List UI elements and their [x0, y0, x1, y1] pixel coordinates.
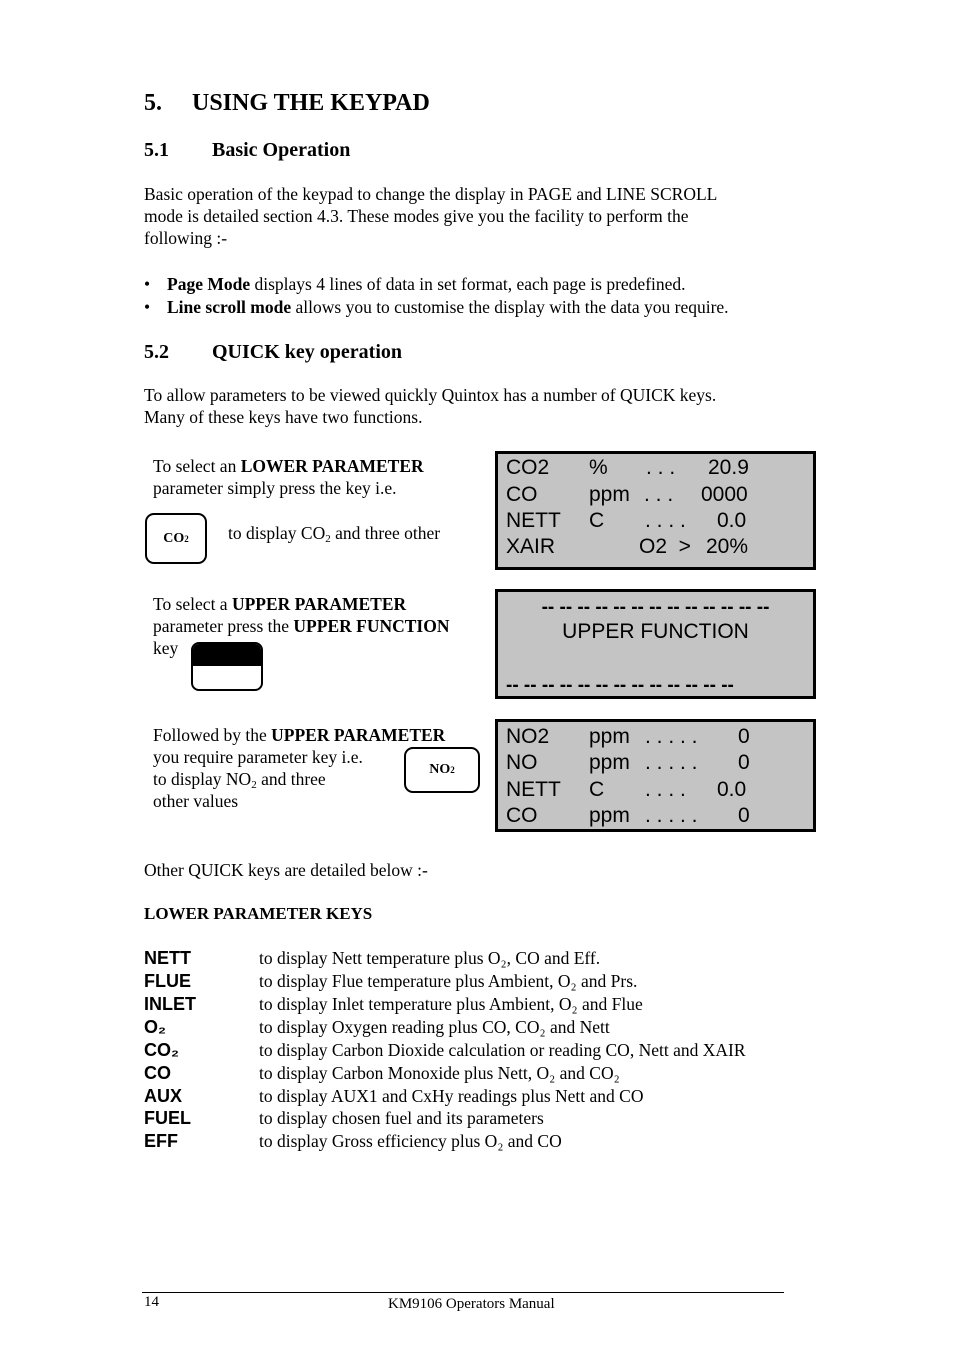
caption-text: and three other	[330, 523, 441, 543]
list-item	[144, 1131, 844, 1154]
step-bold: UPPER PARAMETER	[231, 594, 407, 614]
lcd-dots: . . . .	[645, 509, 686, 532]
lcd-dots: . . .	[646, 456, 676, 479]
section-title: USING THE KEYPAD	[192, 90, 430, 116]
lcd-value: 0	[738, 751, 750, 774]
list-item	[144, 1108, 844, 1131]
key-description: to display Nett temperature plus O₂, CO and Eff.	[259, 948, 601, 968]
lcd-param: CO2	[506, 456, 550, 479]
subsection-number: 5.1	[144, 139, 169, 161]
upper-function-key-fill	[193, 644, 261, 666]
step-line	[153, 593, 493, 615]
list-item	[144, 1017, 844, 1040]
step-bold: LOWER PARAMETER	[240, 456, 424, 476]
key-description: to display Carbon Monoxide plus Nett, O₂ and CO₂	[259, 1063, 620, 1083]
lcd-unit: ppm	[589, 804, 630, 827]
lcd-dashes-top: -- -- -- -- -- -- -- -- -- -- -- -- --	[541, 597, 770, 618]
step-subscript: 2	[251, 779, 257, 791]
paragraph-line: Basic operation of the keypad to change the display in PAGE and LINE SCROLL	[144, 184, 718, 204]
lcd-value: 20.9	[708, 456, 749, 479]
key-label: NO	[429, 762, 451, 777]
paragraph-line: To allow parameters to be viewed quickly Quintox has a number of QUICK keys.	[144, 385, 717, 405]
key-name: NETT	[144, 948, 191, 968]
step-text: and three	[256, 769, 326, 789]
key-description: to display AUX1 and CxHy readings plus Nett and CO	[259, 1086, 644, 1106]
list-item	[144, 273, 844, 296]
key-description: to display chosen fuel and its parameters	[259, 1108, 544, 1128]
step-line: key	[153, 638, 179, 658]
lcd-row	[498, 456, 813, 483]
lcd-dots: . . .	[644, 483, 674, 506]
lcd-display-no2	[495, 719, 816, 832]
step-bold: UPPER FUNCTION	[293, 616, 450, 636]
bullet-bold: Line scroll mode	[167, 297, 292, 317]
key-name: AUX	[144, 1086, 183, 1106]
basic-operation-paragraph	[144, 183, 824, 249]
list-item	[144, 948, 844, 971]
bullet-text: allows you to customise the display with the data you require.	[291, 297, 729, 317]
step-line: parameter simply press the key i.e.	[153, 478, 397, 498]
step-lower-parameter-text	[153, 455, 493, 499]
lcd-row	[498, 804, 813, 831]
key-description: to display Gross efficiency plus O₂ and CO	[259, 1131, 562, 1151]
lcd-param: NETT	[506, 509, 561, 532]
lcd-row	[498, 535, 813, 562]
caption-text: to display CO	[228, 523, 326, 543]
page-number: 14	[144, 1294, 159, 1310]
lcd-value: 0	[738, 804, 750, 827]
key-name: CO₂	[144, 1040, 179, 1060]
paragraph-line: Many of these keys have two functions.	[144, 407, 423, 427]
step-text: parameter press the	[153, 616, 294, 636]
lcd-param: CO	[506, 804, 538, 827]
lcd-display-lower	[495, 451, 816, 570]
key-description: to display Oxygen reading plus CO, CO₂ and Nett	[259, 1017, 610, 1037]
subsection-heading-5-2	[144, 341, 402, 364]
lcd-upper-function-label: UPPER FUNCTION	[562, 620, 749, 643]
co2-key-caption	[228, 522, 440, 544]
list-item	[144, 1086, 844, 1109]
no2-key[interactable]: NO 2	[404, 747, 480, 793]
step-line	[153, 615, 493, 637]
lcd-param: XAIR	[506, 535, 556, 558]
list-item	[144, 971, 844, 994]
lcd-value: 0.0	[717, 778, 747, 801]
key-label: CO	[163, 530, 185, 546]
list-item	[144, 1063, 844, 1086]
lcd-dashes-bottom: -- -- -- -- -- -- -- -- -- -- -- -- --	[506, 675, 734, 696]
lcd-dots: O2 >	[639, 535, 691, 558]
lower-parameter-keys-heading: LOWER PARAMETER KEYS	[144, 904, 373, 923]
lcd-param: NO	[506, 751, 538, 774]
footer-divider	[142, 1292, 784, 1293]
paragraph-line: mode is detailed section 4.3. These modes give you the facility to perform the	[144, 206, 689, 226]
key-description: to display Carbon Dioxide calculation or reading CO, Nett and XAIR	[259, 1040, 746, 1060]
subsection-number: 5.2	[144, 341, 169, 363]
mode-bullet-list	[144, 273, 844, 319]
step-line	[153, 724, 493, 746]
subsection-heading-5-1	[144, 139, 350, 162]
step-line: other values	[153, 791, 239, 811]
step-text: Followed by the	[153, 725, 272, 745]
lcd-unit: C	[589, 778, 605, 801]
key-name: FLUE	[144, 971, 191, 991]
lcd-param: CO	[506, 483, 538, 506]
lcd-param: NETT	[506, 778, 561, 801]
co2-key[interactable]: CO 2	[145, 513, 207, 564]
list-item	[144, 296, 844, 319]
step-bold: UPPER PARAMETER	[271, 725, 446, 745]
key-description: to display Inlet temperature plus Ambient, O₂ and Flue	[259, 994, 643, 1014]
lcd-unit: ppm	[589, 483, 630, 506]
lcd-row	[498, 725, 813, 752]
lcd-dots: . . . . .	[645, 725, 698, 748]
step-text: To select a	[153, 594, 232, 614]
step-line	[153, 455, 493, 477]
step-text: to display NO	[153, 769, 252, 789]
lcd-param: NO2	[506, 725, 550, 748]
lcd-row	[498, 509, 813, 536]
lcd-value: 0000	[701, 483, 748, 506]
bullet-bold: Page Mode	[167, 274, 251, 294]
footer-title: KM9106 Operators Manual	[388, 1296, 555, 1312]
lcd-row	[498, 483, 813, 510]
lcd-row	[498, 751, 813, 778]
lcd-dots: . . . . .	[645, 804, 698, 827]
quick-key-paragraph	[144, 384, 824, 428]
caption-subscript: 2	[325, 533, 331, 545]
step-line: you require parameter key i.e.	[153, 747, 363, 767]
lcd-unit: %	[589, 456, 608, 479]
subsection-title: QUICK key operation	[212, 341, 402, 363]
key-name: EFF	[144, 1131, 178, 1151]
key-name: FUEL	[144, 1108, 191, 1128]
lcd-unit: ppm	[589, 725, 630, 748]
upper-function-key[interactable]	[191, 642, 263, 691]
lcd-value: 20%	[706, 535, 749, 558]
lcd-row	[498, 778, 813, 805]
list-item	[144, 1040, 844, 1063]
paragraph-line: following :-	[144, 228, 228, 248]
lcd-value: 0.0	[717, 509, 747, 532]
section-heading	[144, 90, 430, 117]
lcd-dots: . . . .	[645, 778, 686, 801]
lcd-value: 0	[738, 725, 750, 748]
bullet-text: displays 4 lines of data in set format, each page is predefined.	[250, 274, 686, 294]
key-name: O₂	[144, 1017, 166, 1037]
lcd-display-upper-function	[495, 589, 816, 699]
lcd-dots: . . . . .	[645, 751, 698, 774]
other-keys-intro: Other QUICK keys are detailed below :-	[144, 860, 428, 880]
key-description: to display Flue temperature plus Ambient, O₂ and Prs.	[259, 971, 638, 991]
key-name: CO	[144, 1063, 171, 1083]
subsection-title: Basic Operation	[212, 139, 351, 161]
lcd-unit: C	[589, 509, 605, 532]
list-item	[144, 994, 844, 1017]
key-name: INLET	[144, 994, 196, 1014]
section-number: 5.	[144, 90, 162, 116]
step-text: To select an	[153, 456, 241, 476]
lcd-unit: ppm	[589, 751, 630, 774]
